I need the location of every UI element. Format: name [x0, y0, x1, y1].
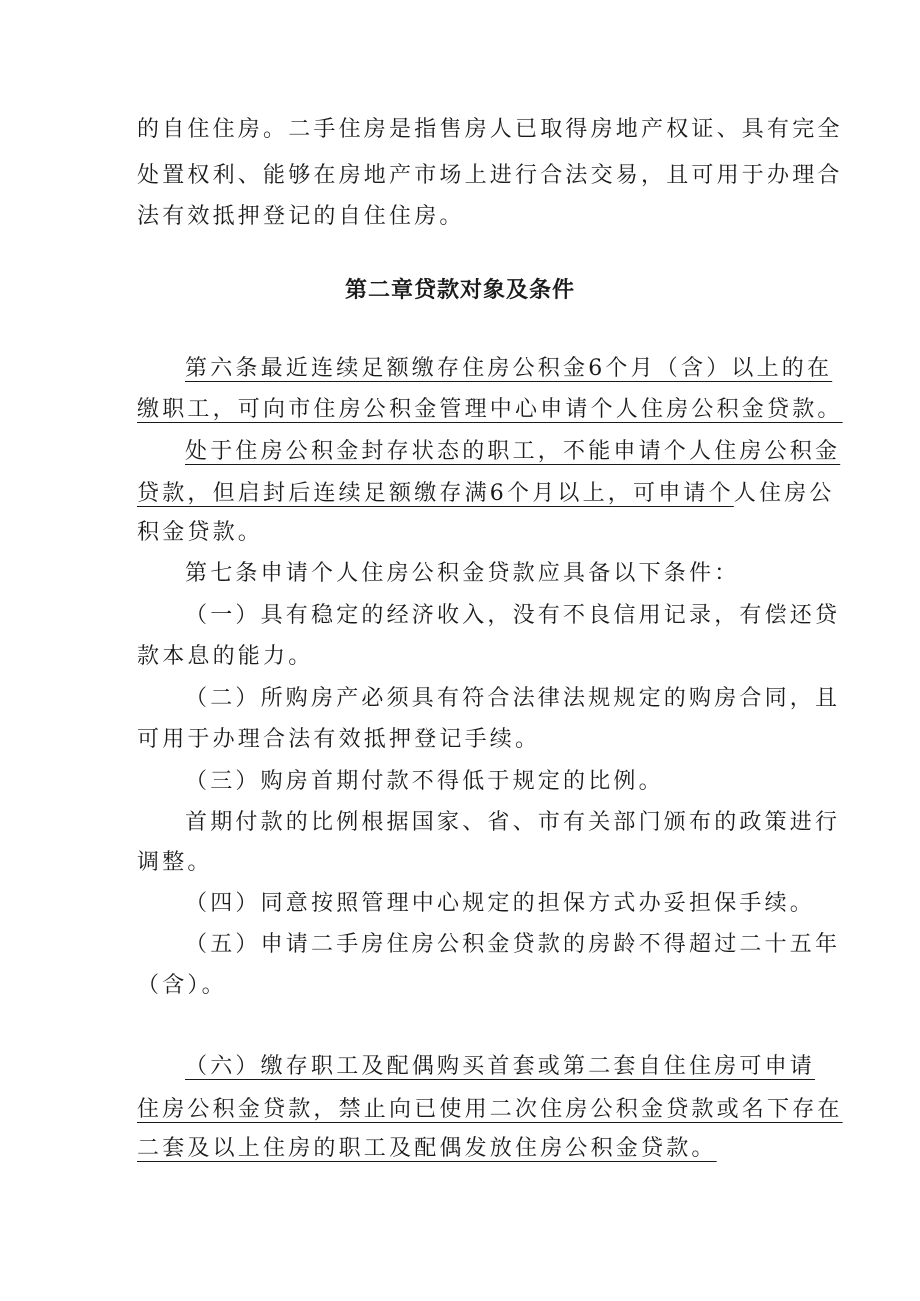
condition-5-line-1: （五）申请二手房住房公积金贷款的房龄不得超过二十五年: [185, 932, 841, 957]
condition-5-line-2: （含）。: [137, 973, 227, 998]
condition-2-line-1: （二）所购房产必须具有符合法律法规规定的购房合同，且: [185, 686, 841, 711]
condition-4-line: （四）同意按照管理中心规定的担保方式办妥担保手续。: [185, 891, 816, 916]
intro-line-3: 法有效抵押登记的自住住房。: [137, 204, 465, 229]
condition-2-line-2: 可用于办理合法有效抵押登记手续。: [137, 727, 541, 752]
sealed-status-line-3: 积金贷款。: [137, 520, 264, 545]
article-6-line-1: 第六条最近连续足额缴存住房公积金6个月（含）以上的在: [185, 356, 833, 381]
intro-line-1: 的自住住房。二手住房是指售房人已取得房地产权证、具有完全: [137, 117, 843, 142]
chapter-heading: 第二章贷款对象及条件: [344, 278, 575, 303]
article-7-line: 第七条申请个人住房公积金贷款应具备以下条件：: [185, 561, 740, 586]
condition-3-line: （三）购房首期付款不得低于规定的比例。: [185, 769, 664, 794]
intro-line-2: 处置权利、能够在房地产市场上进行合法交易，且可用于办理合: [137, 163, 843, 188]
down-payment-line-2: 调整。: [137, 850, 213, 875]
sealed-status-line-1: 处于住房公积金封存状态的职工，不能申请个人住房公积金: [185, 439, 841, 464]
article-6-line-2: 缴职工，可向市住房公积金管理中心申请个人住房公积金贷款。: [137, 397, 843, 422]
condition-1-line-2: 款本息的能力。: [137, 644, 314, 669]
down-payment-line-1: 首期付款的比例根据国家、省、市有关部门颁布的政策进行: [185, 810, 841, 835]
sealed-status-line-2-underlined: 贷款，但启封后连续足额缴存满6个月以上，可申请个: [137, 481, 734, 506]
condition-6-line-3: 二套及以上住房的职工及配偶发放住房公积金贷款。: [137, 1136, 717, 1161]
condition-6-line-1: （六）缴存职工及配偶购买首套或第二套自住住房可申请: [185, 1054, 816, 1079]
sealed-status-line-2: [137, 477, 835, 511]
sealed-status-line-2-tail: 人住房公: [733, 481, 835, 506]
condition-6-line-2: 住房公积金贷款，禁止向已使用二次住房公积金贷款或名下存在: [137, 1097, 843, 1122]
condition-1-line-1: （一）具有稳定的经济收入，没有不良信用记录，有偿还贷: [185, 603, 841, 628]
